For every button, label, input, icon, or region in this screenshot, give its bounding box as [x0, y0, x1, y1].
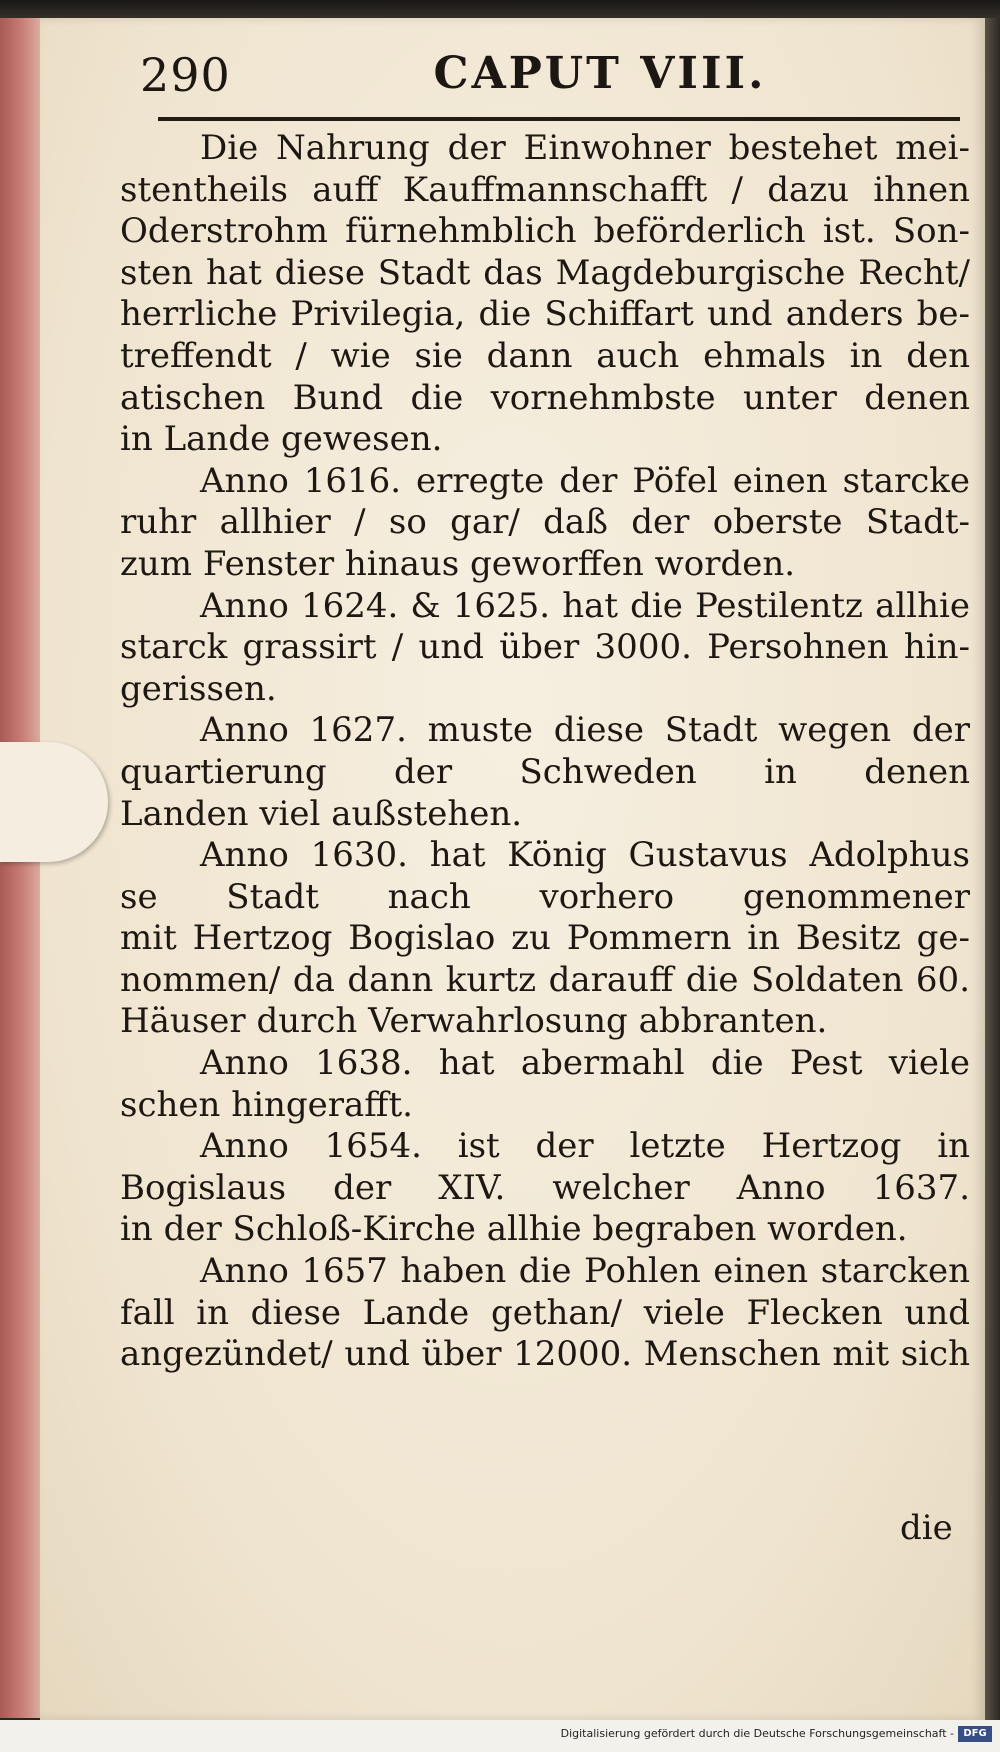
text-line: angezündet/ und über 12000. Menschen mit sich: [120, 1334, 970, 1375]
text-line: atischen Bund die vornehmbste unter denen: [120, 377, 970, 418]
text-line: Anno 1630. hat König Gustavus Adolphus: [200, 835, 970, 876]
body-text: [120, 128, 970, 1376]
text-line: mit Hertzog Bogislao zu Pommern in Besitz ge-: [120, 918, 970, 959]
text-line: stentheils auff Kauffmannschafft / dazu ihnen: [120, 169, 970, 210]
text-line: Anno 1627. muste diese Stadt wegen der: [200, 710, 970, 751]
digitization-footer: [0, 1720, 1000, 1752]
text-line: starck grassirt / und über 3000. Persohnen hin-: [120, 627, 970, 668]
text-line: zum Fenster hinaus geworffen worden.: [120, 543, 796, 584]
text-line: sten hat diese Stadt das Magdeburgische Recht/: [120, 252, 970, 293]
text-line: in Lande gewesen.: [120, 419, 443, 460]
text-line: se Stadt nach vorhero genommener: [120, 876, 970, 917]
header-rule: [158, 117, 960, 121]
text-line: Oderstrohm fürnehmblich beförderlich ist. Son-: [120, 211, 970, 252]
text-line: schen hingerafft.: [120, 1084, 413, 1125]
text-line: gerissen.: [120, 668, 277, 709]
text-line: treffendt / wie sie dann auch ehmals in den: [120, 335, 970, 376]
scan-right-edge: [985, 18, 1000, 1720]
text-line: Häuser durch Verwahrlosung abbranten.: [120, 1001, 828, 1042]
text-line: herrliche Privilegia, die Schiffart und anders be-: [120, 294, 970, 335]
text-line: nommen/ da dann kurtz darauff die Soldaten 60.: [120, 959, 970, 1000]
text-line: Bogislaus der XIV. welcher Anno 1637.: [120, 1167, 970, 1208]
page-number: 290: [140, 48, 231, 102]
text-line: Anno 1624. & 1625. hat die Pestilentz allhie: [200, 585, 970, 626]
text-line: Anno 1657 haben die Pohlen einen starcken: [200, 1251, 970, 1292]
dfg-logo: DFG: [958, 1726, 992, 1742]
catchword: die: [900, 1508, 953, 1548]
funding-credit: Digitalisierung gefördert durch die Deutsche Forschungsgemeinschaft -: [560, 1727, 954, 1740]
text-line: in der Schloß-Kirche allhie begraben worden.: [120, 1209, 908, 1250]
text-line: Landen viel außstehen.: [120, 793, 523, 834]
chapter-title: CAPUT VIII.: [433, 48, 767, 99]
running-head: [100, 42, 960, 112]
text-line: fall in diese Lande gethan/ viele Flecken und: [120, 1292, 970, 1333]
text-line: Anno 1654. ist der letzte Hertzog in: [200, 1126, 970, 1167]
text-line: quartierung der Schweden in denen: [120, 751, 970, 792]
text-line: Die Nahrung der Einwohner bestehet mei-: [200, 128, 970, 168]
text-line: ruhr allhier / so gar/ daß der oberste Stadt-: [120, 502, 970, 543]
text-line: Anno 1616. erregte der Pöfel einen starcke: [200, 460, 970, 501]
text-line: Anno 1638. hat abermahl die Pest viele: [200, 1043, 970, 1084]
